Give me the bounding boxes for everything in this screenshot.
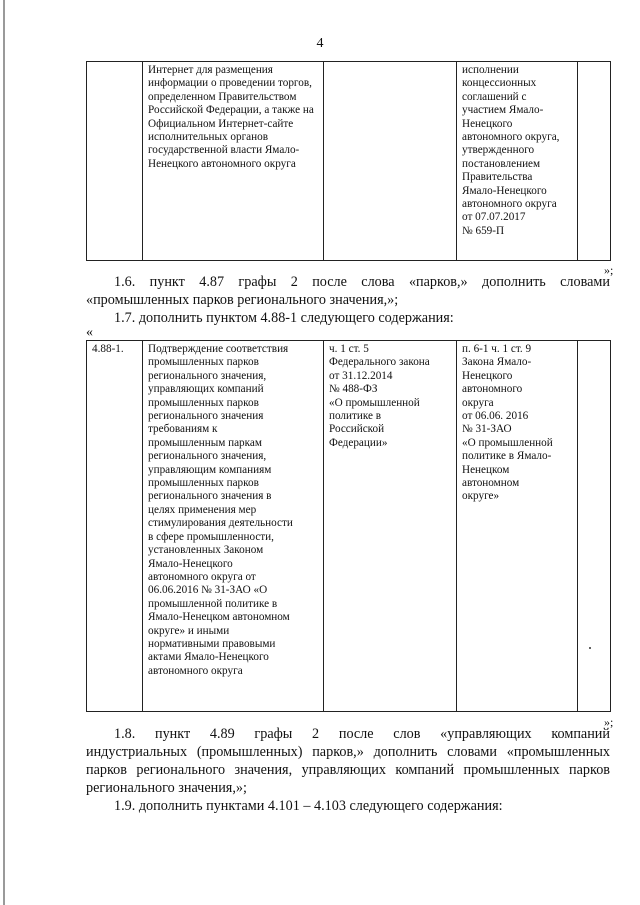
opening-quote: «	[86, 325, 93, 340]
scan-speck	[589, 647, 591, 649]
paragraph-1-8-line-4: регионального значения,»;	[86, 780, 247, 796]
line: автономного	[462, 383, 523, 396]
line: постановлением	[462, 157, 541, 170]
table1-cell-description: Интернет для размещения информации о проведении торгов, определенном Правительством Российской Федерации, а также на Официальном Интернет-сайте исполнительных органов государственной власти Ямало-Ненецкого автономного округа	[143, 62, 324, 261]
line: Ямало-Ненецком автономном	[148, 611, 290, 624]
line: п. 6-1 ч. 1 ст. 9	[462, 343, 532, 355]
paragraph-1-8-line-3: парков регионального значения, управляющих компаний промышленных парков	[86, 762, 610, 778]
line: автономного округа от	[148, 570, 256, 583]
line: автономном	[462, 477, 520, 490]
line: участием Ямало-	[462, 104, 544, 117]
paragraph-1-7: 1.7. дополнить пунктом 4.88-1 следующего содержания:	[114, 310, 454, 326]
closing-quote: »;	[604, 715, 614, 729]
line: в сфере промышленности,	[148, 530, 274, 543]
line: № 659-П	[462, 224, 505, 237]
line: требованиям к	[148, 423, 218, 436]
line: Правительства	[462, 171, 533, 184]
line: округа	[462, 396, 494, 409]
line: ч. 1 ст. 5	[329, 343, 369, 355]
line: 06.06.2016 № 31-ЗАО «О	[148, 584, 268, 597]
table2-cell-description	[143, 341, 324, 712]
line: промышленных парков	[148, 477, 259, 490]
line: автономного округа,	[462, 131, 560, 144]
line: Закона Ямало-	[462, 356, 532, 369]
table2-cell-regional	[457, 341, 578, 712]
paragraph-1-8-line-2: индустриальных (промышленных) парков,» дополнить словами «промышленных	[86, 744, 610, 760]
line: Российской	[329, 423, 385, 436]
line: целях применения мер	[148, 503, 257, 516]
line: № 31-ЗАО	[462, 423, 512, 436]
paragraph-1-8-line-1: 1.8. пункт 4.89 графы 2 после слов «управляющих компаний	[114, 726, 610, 742]
line: управляющим компаниям	[148, 463, 272, 476]
line: № 488-ФЗ	[329, 383, 378, 396]
line: Ямало-Ненецкого	[462, 184, 547, 197]
paragraph-1-6-line-1: 1.6. пункт 4.87 графы 2 после слова «парков,» дополнить словами	[114, 274, 610, 290]
scan-edge-line	[3, 0, 5, 905]
line: исполнении	[462, 64, 519, 76]
line: промышленных парков	[148, 356, 259, 369]
table-item-4-88-1	[86, 340, 611, 712]
closing-quote: »;	[604, 263, 614, 277]
line: Ямало-Ненецкого	[148, 557, 233, 570]
table-continuation	[86, 61, 611, 261]
line: от 06.06. 2016	[462, 410, 529, 423]
line: промышленных парков	[148, 396, 259, 409]
line: округе» и иными	[148, 624, 230, 637]
line: политике в Ямало-	[462, 450, 552, 463]
line: Федерального закона	[329, 356, 430, 369]
line: стимулирования деятельности	[148, 517, 293, 530]
line: регионального значения,	[148, 450, 267, 463]
line: соглашений с	[462, 90, 527, 103]
line: округе»	[462, 490, 500, 503]
table1-cell-regional	[457, 62, 578, 261]
line: нормативными правовыми	[148, 637, 276, 650]
line: регионального значения	[148, 410, 264, 423]
table1-cell-federal	[324, 62, 457, 261]
page-number: 4	[316, 36, 324, 51]
line: автономного округа	[148, 664, 243, 677]
line: актами Ямало-Ненецкого	[148, 651, 269, 664]
table1-cell-notes	[578, 62, 611, 261]
line: регионального значения в	[148, 490, 272, 503]
line: автономного округа	[462, 198, 557, 211]
line: Федерации»	[329, 436, 388, 449]
line: «О промышленной	[329, 396, 420, 409]
line: Подтверждение соответствия	[148, 343, 289, 355]
line: промышленной политике в	[148, 597, 278, 610]
line: промышленным паркам	[148, 436, 262, 449]
line: от 31.12.2014	[329, 369, 393, 382]
table2-cell-number: 4.88-1.	[87, 341, 143, 712]
line: Ненецком	[462, 463, 510, 476]
line: установленных Законом	[148, 544, 264, 557]
line: управляющих компаний	[148, 383, 264, 396]
line: регионального значения,	[148, 369, 267, 382]
table1-cell-number	[87, 62, 143, 261]
line: концессионных	[462, 77, 537, 90]
line: от 07.07.2017	[462, 211, 526, 224]
table2-cell-notes	[578, 341, 611, 712]
paragraph-1-6-line-2: «промышленных парков регионального значения,»;	[86, 292, 399, 308]
line: «О промышленной	[462, 436, 553, 449]
line: политике в	[329, 410, 382, 423]
line: Ненецкого	[462, 369, 513, 382]
line: Ненецкого	[462, 117, 513, 130]
line: утвержденного	[462, 144, 535, 157]
paragraph-1-9: 1.9. дополнить пунктами 4.101 – 4.103 следующего содержания:	[114, 798, 503, 814]
table2-cell-federal	[324, 341, 457, 712]
